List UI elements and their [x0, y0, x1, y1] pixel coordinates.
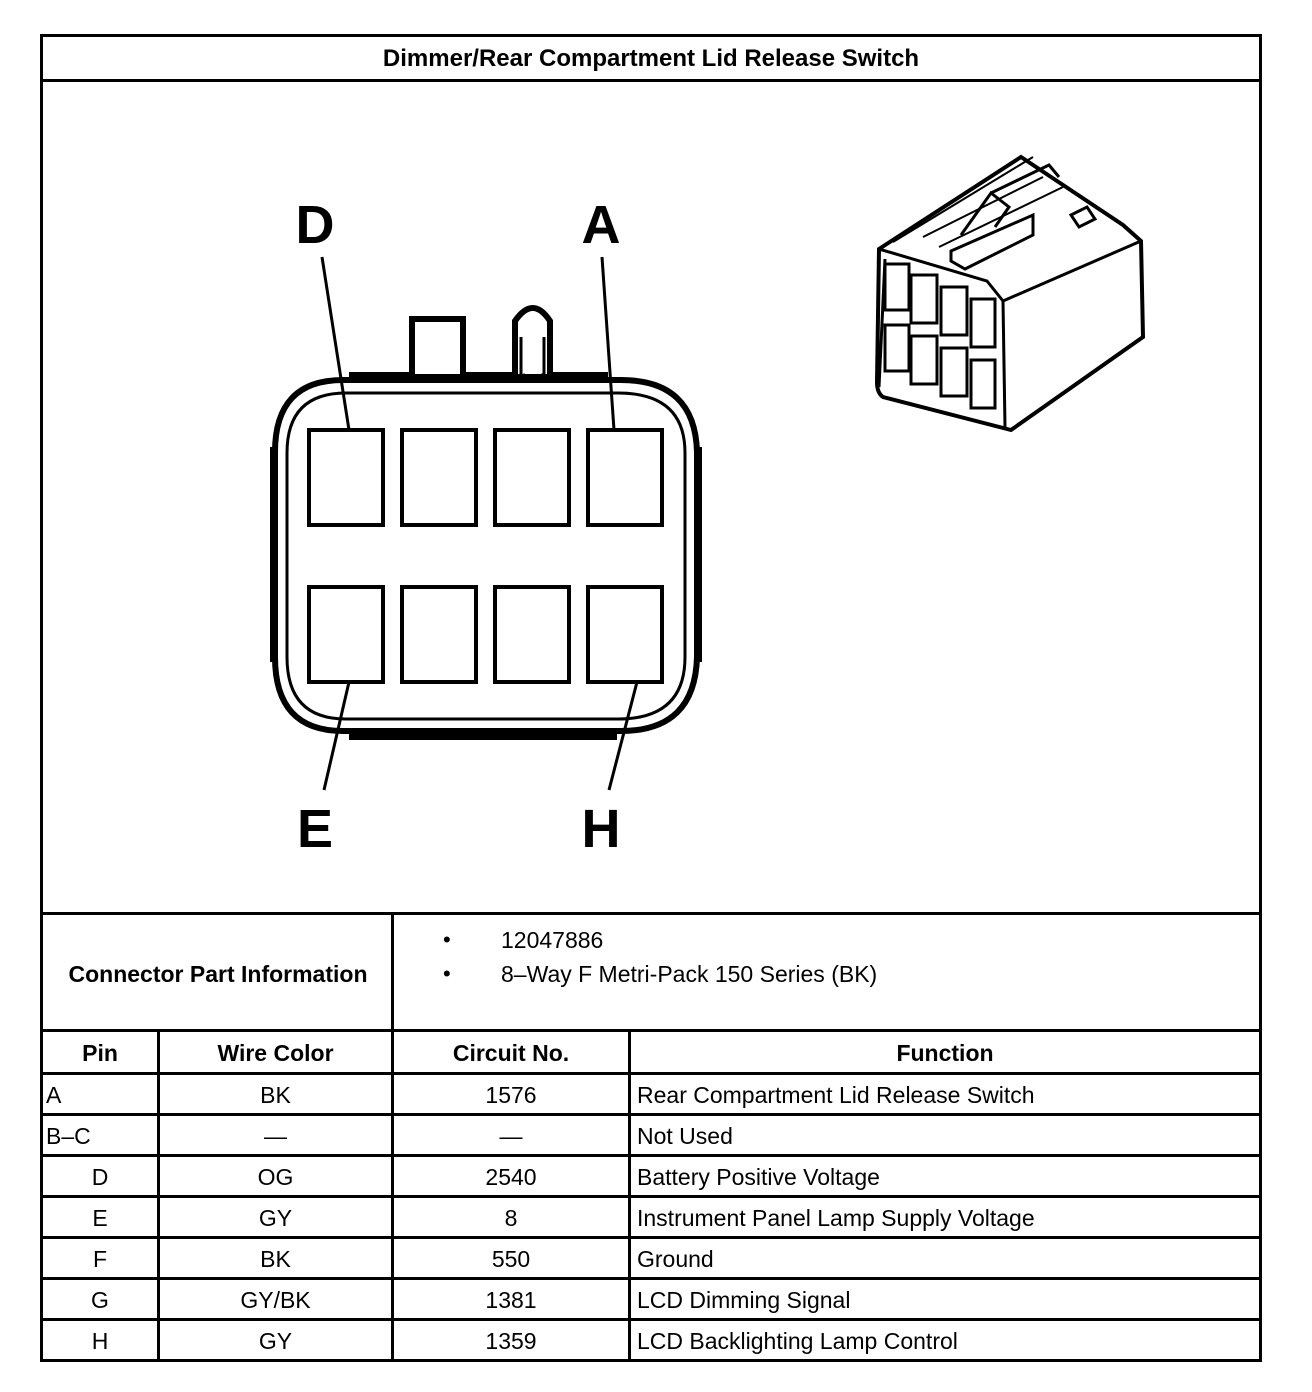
- pin-label-d: D: [295, 195, 335, 255]
- row-divider: [43, 1277, 1259, 1280]
- row-divider: [43, 1154, 1259, 1157]
- pin-cell: B–C: [46, 1123, 91, 1149]
- wire-color-cell: GY/BK: [240, 1287, 311, 1313]
- pin-cell: H: [91, 1328, 109, 1354]
- row-divider: [43, 1113, 1259, 1116]
- row-divider: [43, 1318, 1259, 1321]
- pin-label-h: H: [581, 799, 621, 859]
- function-cell: LCD Backlighting Lamp Control: [637, 1328, 958, 1354]
- wire-color-cell: GY: [258, 1328, 293, 1354]
- bullet-icon: •: [443, 927, 451, 952]
- connector-end-view-sheet: [40, 34, 1262, 1362]
- function-cell: Rear Compartment Lid Release Switch: [637, 1082, 1035, 1108]
- pin-label-a: A: [581, 195, 621, 255]
- pin-cell: G: [91, 1287, 109, 1313]
- function-cell: Ground: [637, 1246, 714, 1272]
- circuit-cell: 2540: [485, 1164, 537, 1190]
- row-divider: [43, 1236, 1259, 1239]
- cpi-bottom-divider: [43, 1029, 1259, 1032]
- pin-cell: E: [92, 1205, 108, 1231]
- wire-color-cell: —: [264, 1123, 287, 1149]
- pin-cell: A: [46, 1082, 62, 1108]
- function-cell: Not Used: [637, 1123, 733, 1149]
- part-number: 12047886: [501, 927, 604, 953]
- header-wire-color: Wire Color: [217, 1040, 334, 1066]
- function-cell: Instrument Panel Lamp Supply Voltage: [637, 1205, 1035, 1231]
- column-divider: [391, 1029, 394, 1359]
- bullet-icon: •: [443, 961, 451, 986]
- connector-description: 8–Way F Metri-Pack 150 Series (BK): [501, 961, 878, 987]
- function-cell: LCD Dimming Signal: [637, 1287, 851, 1313]
- circuit-cell: —: [499, 1123, 523, 1149]
- connector-part-info-label: Connector Part Information: [68, 960, 368, 987]
- connector-face-icon: [272, 257, 700, 790]
- wire-color-cell: OG: [257, 1164, 294, 1190]
- function-cell: Battery Positive Voltage: [637, 1164, 880, 1190]
- circuit-cell: 550: [491, 1246, 531, 1272]
- circuit-cell: 1576: [485, 1082, 537, 1108]
- circuit-cell: 8: [504, 1205, 518, 1231]
- wire-color-cell: GY: [258, 1205, 293, 1231]
- cpi-divider: [391, 912, 394, 1032]
- circuit-cell: 1359: [485, 1328, 537, 1354]
- pin-cell: D: [91, 1164, 109, 1190]
- diagram-divider: [43, 912, 1259, 915]
- row-divider: [43, 1195, 1259, 1198]
- header-pin: Pin: [82, 1040, 118, 1066]
- column-divider: [157, 1029, 160, 1359]
- pin-label-e: E: [296, 799, 334, 859]
- connector-3d-view-icon: [877, 157, 1143, 430]
- wire-color-cell: BK: [260, 1246, 291, 1272]
- connector-diagram: [43, 37, 1259, 912]
- header-function: Function: [896, 1040, 994, 1066]
- column-divider: [628, 1029, 631, 1359]
- wire-color-cell: BK: [260, 1082, 291, 1108]
- circuit-cell: 1381: [485, 1287, 537, 1313]
- page-title: Dimmer/Rear Compartment Lid Release Switch: [382, 45, 920, 72]
- table-header-divider: [43, 1072, 1259, 1075]
- pin-cell: F: [92, 1246, 108, 1272]
- header-circuit-no: Circuit No.: [452, 1040, 570, 1066]
